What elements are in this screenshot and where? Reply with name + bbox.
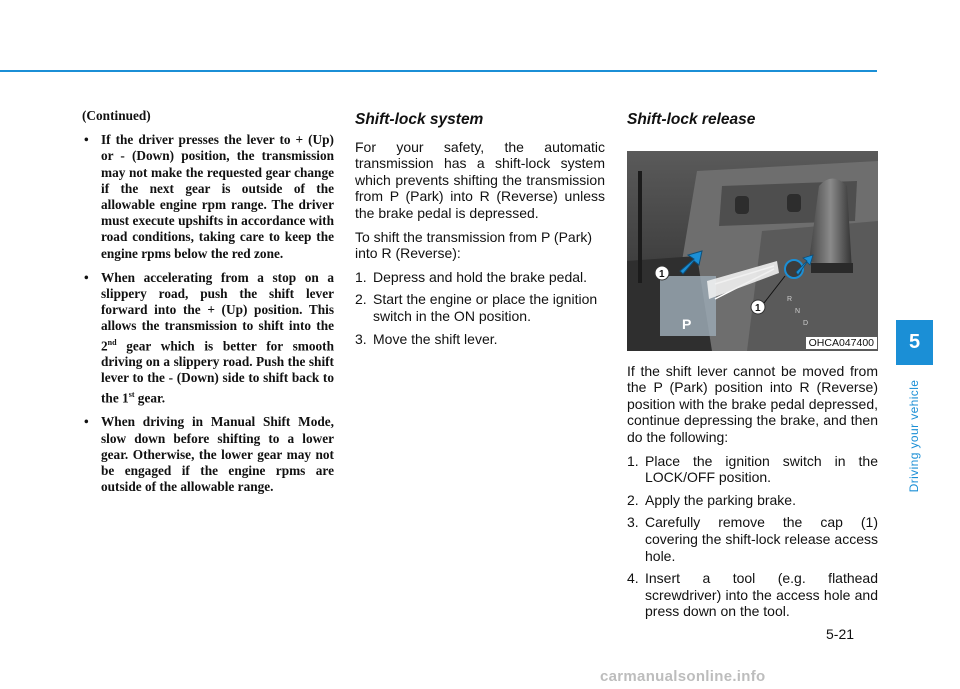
step-item: 2. Apply the parking brake.	[627, 491, 796, 508]
callout-1-label: 1	[659, 268, 665, 280]
svg-text:D: D	[803, 319, 809, 327]
shift-lever-photo	[627, 151, 878, 351]
bullet-item: • When accelerating from a stop on a slippery road, push the shift lever forward into the + (Up) position. This allows the transmission to shift into the 2nd gear which is better for smooth driving on a slippery road. Push the shift lever to the - (Down) side to shift back to the 1st gear.	[82, 270, 334, 406]
continued-label: (Continued)	[82, 108, 151, 123]
shift-lever-illustration	[627, 151, 878, 351]
step-item: 1. Place the ignition switch in the LOCK/OFF position.	[627, 452, 878, 486]
left-column	[82, 108, 334, 503]
svg-text:R: R	[787, 295, 793, 303]
step-item: 3. Move the shift lever.	[355, 330, 498, 347]
section-heading-shift-lock-release: Shift-lock release	[627, 111, 756, 128]
bullet-item: • If the driver presses the lever to + (Up) or - (Down) position, the transmission may not make the requested gear change if the next gear is outside of the allowable engine rpm range. The driver must execute upshifts in accordance with road conditions, taking care to keep the engine rpms below the red zone.	[82, 132, 334, 262]
paragraph: If the shift lever cannot be moved from the P (Park) position into R (Reverse) position with the brake pedal depressed, continue depressing the brake, and then do the following:	[627, 362, 878, 445]
bullet-list	[82, 132, 334, 495]
step-item: 2. Start the engine or place the ignition switch in the ON position.	[355, 291, 598, 324]
steps-list	[355, 269, 605, 347]
chapter-label: Driving your vehicle	[907, 379, 921, 493]
page-number: 5-21	[826, 626, 855, 642]
right-column	[627, 108, 878, 626]
section-heading-shift-lock-system: Shift-lock system	[355, 111, 484, 128]
bullet-item: • When driving in Manual Shift Mode, slow down before shifting to a lower gear. Otherwise, the lower gear may not be engaged if the engine rpms are outside of the allowable range.	[82, 414, 334, 495]
step-item: 1. Depress and hold the brake pedal.	[355, 268, 588, 285]
watermark: carmanualsonline.info	[600, 668, 766, 685]
step-item: 3. Carefully remove the cap (1) covering the shift-lock release access hole.	[627, 514, 878, 564]
middle-column	[355, 108, 605, 353]
paragraph: To shift the transmission from P (Park) into R (Reverse):	[355, 228, 593, 262]
callout-1b-label: 1	[755, 302, 761, 314]
svg-text:N: N	[795, 307, 801, 315]
gear-p-label: P	[682, 315, 692, 332]
step-item: 4. Insert a tool (e.g. flathead screwdriver) into the access hole and press down on the tool.	[627, 570, 878, 620]
paragraph: For your safety, the automatic transmission has a shift-lock system which prevents shifting the transmission from P (Park) into R (Reverse) unless the brake pedal is depressed.	[355, 138, 605, 221]
steps-list	[627, 453, 878, 620]
figure-code: OHCA047400	[806, 337, 877, 349]
header-rule	[0, 70, 877, 72]
chapter-tab: 5	[896, 320, 933, 365]
